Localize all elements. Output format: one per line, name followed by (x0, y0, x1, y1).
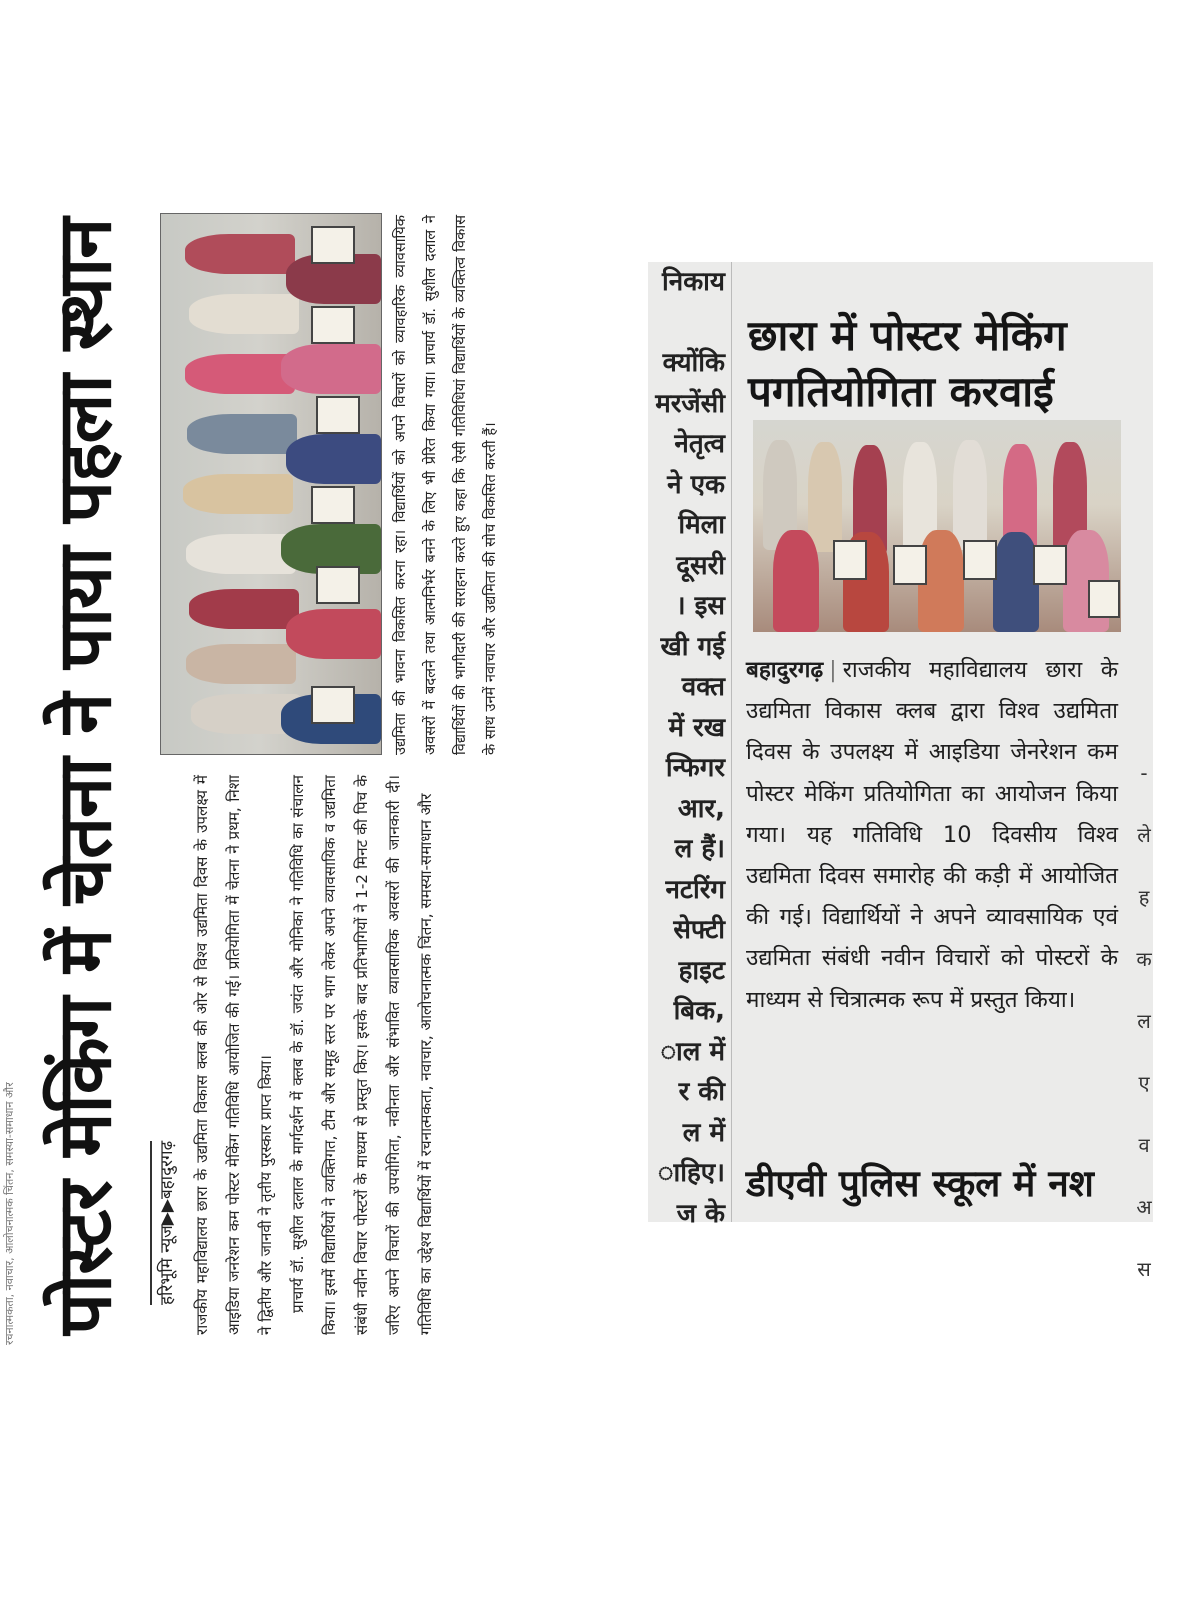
photo-poster (316, 566, 360, 604)
column-fragment: नटरिंग (665, 874, 725, 905)
left-group-photo (160, 213, 382, 755)
photo-poster (311, 226, 355, 264)
photo-poster (963, 540, 997, 580)
photo-poster (311, 686, 355, 724)
column-fragment: निकाय (662, 267, 725, 297)
photo-person (189, 294, 299, 334)
photo-person (186, 534, 296, 574)
photo-poster (1088, 580, 1120, 618)
right-dateline: बहादुरगढ़ (746, 657, 824, 683)
photo-poster (311, 306, 355, 344)
photo-poster (316, 396, 360, 434)
photo-person (186, 644, 296, 684)
edge-fragment: अ (1136, 1195, 1152, 1219)
column-fragment: र की (678, 1077, 725, 1107)
right-edge-fragments (1135, 742, 1153, 1281)
edge-fragment: ए (1138, 1071, 1150, 1095)
column-fragment: वक्त (681, 672, 725, 702)
column-fragment: ल हैं। (674, 834, 725, 864)
column-fragment: बिक, (673, 996, 725, 1026)
column-fragment: ल में (682, 1117, 725, 1148)
photo-person (185, 354, 295, 394)
column-fragment: मरजेंसी (655, 388, 725, 419)
column-fragment: मिला (678, 510, 725, 540)
column-fragment: में रख (668, 712, 725, 743)
column-fragment: । इस (675, 591, 725, 621)
column-fragment: ज के (676, 1198, 725, 1229)
right-group-photo (753, 420, 1121, 632)
right-newspaper-clipping (648, 262, 1153, 1281)
photo-person (183, 474, 293, 514)
edge-fragment: ल (1137, 1009, 1151, 1033)
photo-poster (833, 540, 867, 580)
column-fragment: दूसरी (676, 550, 725, 581)
edge-fragment: क (1136, 947, 1152, 971)
column-fragment: ने एक (667, 469, 725, 500)
right-article-text: राजकीय महाविद्यालय छारा के उद्यमिता विकास क्लब द्वारा विश्व उद्यमिता दिवस के उपलक्ष्य में आइडिया जेनरेशन कम पोस्टर मेकिंग प्रतियोगिता का आयोजन किया गया। यह गतिविधि 10 दिवसीय विश्व उद्यमिता दिवस समारोह की कड़ी में आयोजित की गई। विद्यार्थियों ने अपने व्यावसायिक एवं उद्यमिता संबंधी नवीन विचारों को पोस्टरों के माध्यम से चित्रात्मक रूप में प्रस्तुत किया। (746, 657, 1118, 1013)
photo-person (773, 530, 819, 632)
edge-fragment: ह (1138, 885, 1150, 909)
column-fragment: खी गई (660, 631, 725, 662)
photo-poster (1033, 545, 1067, 585)
left-article-continued: उद्यमिता की भावना विकसित करना रहा। विद्यार्थियों को अपने विचारों को व्यावहारिक व्यावसायिक अवसरों में बदलने तथा आत्मनिर्भर बनने के लिए भी प्रेरित किया गया। प्राचार्य डॉ. सुशील दलाल ने विद्यार्थियों की भागीदारी की सराहना करते हुए कहा कि ऐसी गतिविधियां विद्यार्थियों के व्यक्तित्व विकास के साथ उनमें नवाचार और उद्यमिता की सोच विकसित करती हैं। (392, 215, 499, 755)
photo-poster (311, 486, 355, 524)
edge-fragment: - (1140, 761, 1148, 785)
photo-person (187, 414, 297, 454)
column-fragment: हाइट (678, 955, 725, 986)
edge-fragment: ले (1137, 823, 1151, 847)
left-byline: हरिभूमि न्यूज▶▶बहादुरगढ़ (150, 1141, 184, 1305)
column-fragment: ाल में (660, 1036, 725, 1067)
column-fragment (648, 303, 725, 344)
column-fragment: न्फिगर (665, 753, 725, 783)
left-article-body (186, 775, 556, 1335)
clipping-top-line: रचनात्मकता, नवाचार, आलोचनात्मक चिंतन, समस्या-समाधान और (3, 1082, 16, 1345)
right-article-body (746, 650, 1118, 1021)
photo-person (189, 589, 299, 629)
left-newspaper-clipping (0, 205, 570, 1345)
edge-fragment: व (1138, 1133, 1150, 1157)
photo-person (286, 609, 381, 659)
left-headline: पोस्टर मेकिंग में चेतना ने पाया पहला स्थान (42, 218, 128, 1335)
dateline-separator: | (829, 657, 837, 683)
photo-person (281, 344, 381, 394)
column-fragment: आर, (677, 793, 725, 824)
column-fragment: क्योंकि (662, 348, 725, 378)
photo-person (185, 234, 295, 274)
photo-person (808, 442, 842, 552)
photo-person (286, 434, 381, 484)
right-headline: छारा में पोस्टर मेकिंग पगतियोगिता करवाई (748, 311, 1067, 416)
left-paragraph-2: प्राचार्य डॉ. सुशील दलाल के मार्गदर्शन में क्लब के डॉ. जयंत और मोनिका ने गतिविधि का संचालन किया। इसमें विद्यार्थियों ने व्यक्तिगत, टीम और समूह स्तर पर भाग लेकर अपने व्यावसायिक व उद्यमिता संबंधी नवीन विचार पोस्टरों के माध्यम से प्रस्तुत किए। इसके बाद प्रतिभागियों ने 1-2 मिनट की पिच के जरिए अपने विचारों की उपयोगिता, नवीनता और संभावित व्यावसायिक अवसरों की जानकारी दी। गतिविधि का उद्देश्य विद्यार्थियों में रचनात्मकता, नवाचार, आलोचनात्मक चिंतन, समस्या-समाधान और (289, 775, 435, 1335)
edge-fragment: स (1137, 1257, 1151, 1281)
column-fragment: सेफ्टी (673, 915, 725, 945)
left-paragraph-1: राजकीय महाविद्यालय छारा के उद्यमिता विकास क्लब की ओर से विश्व उद्यमिता दिवस के उपलक्ष्य में आइडिया जनरेशन कम पोस्टर मेकिंग गतिविधि आयोजित की गई। प्रतियोगिता में चेतना ने प्रथम, निशा ने द्वितीय और जानवी ने तृतीय पुरस्कार प्राप्त किया। (193, 775, 275, 1335)
column-fragment: ाहिए। (658, 1158, 725, 1188)
next-article-headline: डीएवी पुलिस स्कूल में नश (746, 1162, 1094, 1205)
photo-person (953, 440, 987, 550)
photo-poster (893, 545, 927, 585)
column-fragment: नेतृत्व (674, 429, 725, 459)
left-clipping-container (0, 0, 570, 1600)
adjacent-column-fragments (648, 262, 732, 1229)
